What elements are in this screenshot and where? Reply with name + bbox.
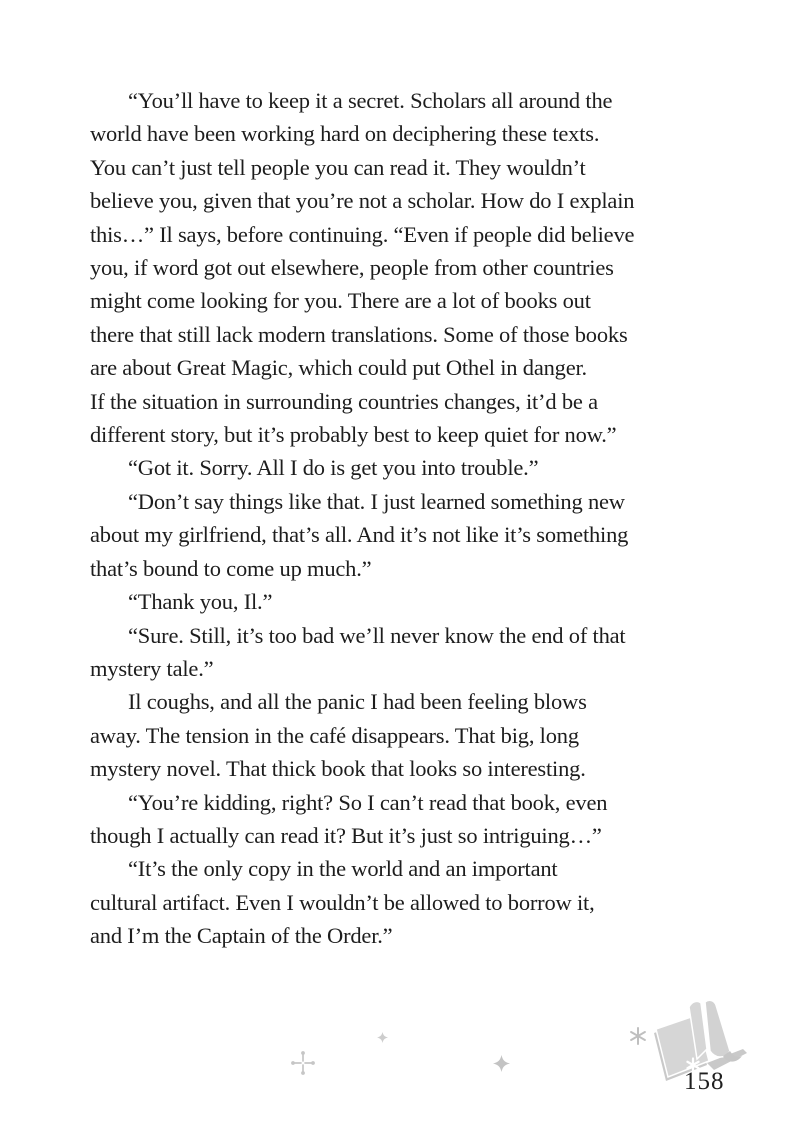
text-line: are about Great Magic, which could put Othel in danger. (90, 355, 587, 381)
text-line: “Sure. Still, it’s too bad we’ll never know the end of that (128, 622, 626, 648)
body-text (90, 84, 720, 953)
paragraph (90, 786, 720, 853)
sparkle-icon (493, 1055, 510, 1072)
cross-ornament-icon (289, 1049, 317, 1077)
paragraph (90, 451, 720, 484)
text-line: different story, but it’s probably best to keep quiet for now.” (90, 422, 617, 448)
page-number: 158 (684, 1068, 725, 1095)
paragraph (90, 84, 720, 451)
text-line: “Thank you, Il.” (128, 589, 273, 615)
text-line: “You’re kidding, right? So I can’t read that book, even (128, 789, 608, 815)
text-line: might come looking for you. There are a lot of books out (90, 288, 591, 314)
text-line: world have been working hard on deciphering these texts. (90, 121, 600, 147)
paragraph (90, 619, 720, 686)
text-line: there that still lack modern translations. Some of those books (90, 321, 628, 347)
text-line: that’s bound to come up much.” (90, 555, 372, 581)
text-line: “Got it. Sorry. All I do is get you into trouble.” (128, 455, 539, 481)
text-line: “You’ll have to keep it a secret. Scholars all around the (128, 88, 613, 113)
text-line: believe you, given that you’re not a scholar. How do I explain (90, 188, 635, 214)
text-line: mystery novel. That thick book that looks so interesting. (90, 756, 586, 782)
small-sparkle-icon (377, 1032, 388, 1043)
text-line: and I’m the Captain of the Order.” (90, 923, 393, 949)
text-line: about my girlfriend, that’s all. And it’s not like it’s something (90, 522, 629, 548)
text-line: If the situation in surrounding countries changes, it’d be a (90, 388, 598, 414)
text-line: you, if word got out elsewhere, people from other countries (90, 255, 614, 281)
paragraph (90, 685, 720, 785)
text-line: Il coughs, and all the panic I had been feeling blows (128, 689, 587, 715)
text-line: “It’s the only copy in the world and an important (128, 856, 558, 882)
text-line: cultural artifact. Even I wouldn’t be allowed to borrow it, (90, 889, 595, 915)
text-line: though I actually can read it? But it’s just so intriguing…” (90, 822, 602, 848)
paragraph (90, 852, 720, 952)
text-line: “Don’t say things like that. I just learned something new (128, 488, 625, 514)
text-line: mystery tale.” (90, 655, 214, 681)
paragraph (90, 485, 720, 585)
text-line: away. The tension in the café disappears. That big, long (90, 722, 579, 748)
paragraph (90, 585, 720, 618)
text-line: You can’t just tell people you can read it. They wouldn’t (90, 154, 586, 180)
text-line: this…” Il says, before continuing. “Even if people did believe (90, 221, 635, 247)
